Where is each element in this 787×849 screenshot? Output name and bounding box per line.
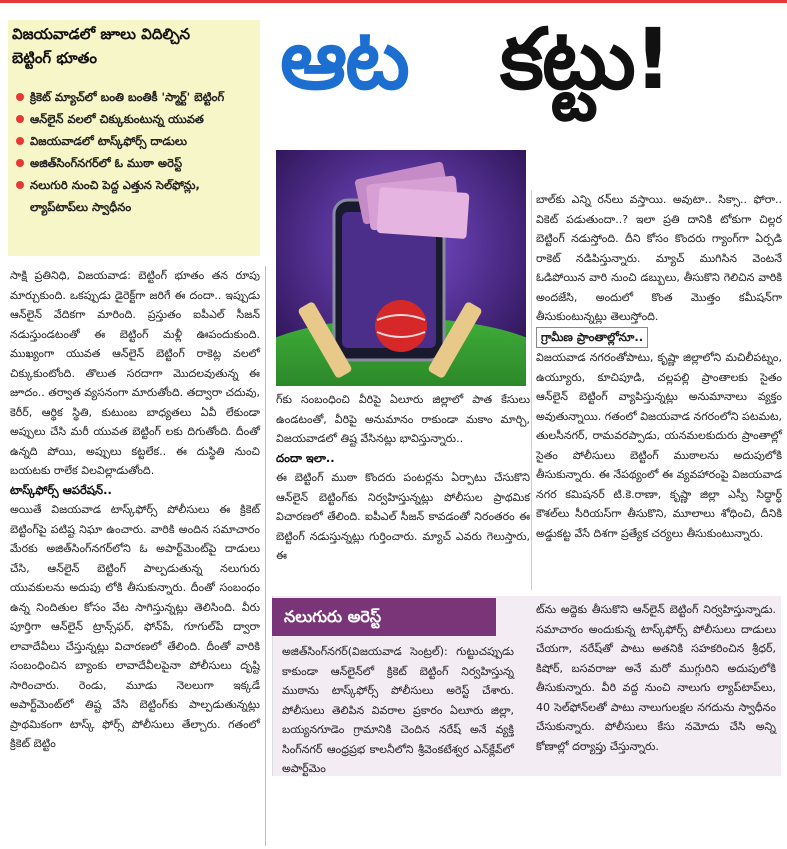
bullet-icon <box>16 159 24 167</box>
subheading-wrap <box>536 327 782 349</box>
illustration-svg <box>276 150 526 386</box>
subheading: దందా ఇలా.. <box>276 450 335 465</box>
highlight-item: విజయవాడలో టాస్క్‌ఫోర్స్ దాడులు <box>16 130 256 152</box>
article-paragraph: సాక్షి ప్రతినిధి, విజయవాడ: బెట్టింగ్ భూతం తన రూపు మార్చుకుంది. ఒకప్పుడు డైరెక్ట్‌గా జరిగే ఈ దందా.. ఇప్పుడు ఆన్‌లైన్ వేదికగా మారింది. ప్రస్తుతం ఐపీఎల్ సీజన్ నడుస్తుండటంతో ఈ బెట్టింగ్ మళ్లీ ఊపందుకుంది. ముఖ్యంగా యువత ఆన్‌లైన్ బెట్టింగ్ రాకెట్ల వలలో చిక్కుకుంటోంది. తొలుత సరదాగా మొదలవుతున్న ఈ జూదం.. తర్వాత వ్యసనంగా మారుతోంది. తద్వారా చదువు, కెరీర్, ఆర్థిక స్థితి, కుటుంబ బాధ్యతలు ఏవీ లేకుండా అప్పులు చేసి మరీ యువత బెట్టింగ్ లకు దిగుతోంది. దీంతో ఉన్నది పోయి, అప్పులు కట్టలేక.. ఈ దుస్థితి నుంచి బయటకు రాలేక విలవిల్లాడుతోంది. <box>10 269 260 477</box>
highlight-item: ఆన్‌లైన్ వలలో చిక్కుకుంటున్న యువత <box>16 108 256 130</box>
arrest-column-2 <box>536 600 776 756</box>
cricket-betting-illustration <box>276 150 526 386</box>
column-divider <box>265 266 266 846</box>
article-paragraph: గ్‌కు సంబంధించి వీరిపై ఏలూరు జిల్లాలో పాత కేసులు ఉండటంతో, వీరిపై అనుమానం రాకుండా మకాం మార్చి, విజయవాడలో తిష్ట వేసినట్లు భావిస్తున్నారు.. <box>276 393 530 445</box>
subheading: టాస్క్‌ఫోర్స్ ఆపరేషన్.. <box>10 482 112 497</box>
column-divider <box>531 190 532 590</box>
article-paragraph: బాల్‌కు ఎన్ని రన్‌లు వస్తాయి. అవుటా.. సిక్సా.. ఫోరా.. వికెట్ పడుతుందా..? ఇలా ప్రతి దానికి టోకుగా చిల్లర బెట్టింగ్ నడుస్తోంది. దీని కోసం కొందరు గ్యాంగ్‌గా ఏర్పడి రాకెట్ నడిపిస్తున్నారు. మ్యాచ్ ముగిసిన వెంటనే ఓడిపోయిన వారి నుంచి డబ్బులు, తీసుకొని గెలిచిన వారికి అందజేసి, అందులో కొంత మొత్తం కమీషన్‌గా తీసుకుంటున్నట్లు తెలుస్తోంది. <box>536 193 782 323</box>
article-column-3 <box>536 190 782 543</box>
bullet-icon <box>16 93 24 101</box>
article-paragraph: అజిత్‌సింగ్‌నగర్(విజయవాడ సెంట్రల్): గుట్టుచప్పుడు కాకుండా ఆన్‌లైన్‌లో క్రికెట్ బెట్టింగ్ నిర్వహిస్తున్న ముఠాను టాస్క్‌ఫోర్స్ పోలీసులు అరెస్ట్ చేశారు. పోలీసులు తెలిపిన వివరాల ప్రకారం ఏలూరు జిల్లా, బయ్యనగూడెం గ్రామానికి చెందిన నరేష్ అనే వ్యక్తి సింగ్‌నగర్ ఆంధ్రప్రభ కాలనీలోని శ్రీవెంకటేశ్వర ఎన్‌క్లేవ్‌లో అపార్ట్‌మెం <box>282 645 514 775</box>
highlights-list <box>16 86 256 218</box>
bullet-icon <box>16 115 24 123</box>
top-rule <box>0 0 787 3</box>
article-paragraph: ఈ బెట్టింగ్ ముఠా కొందరు పంటర్లను ఏర్పాటు చేసుకొని ఆన్‌లైన్ బెట్టింగ్‌కు నిర్వహిస్తున్నట్లు పోలీసుల ప్రాథమిక విచారణలో తేలింది. ఐపీఎల్ సీజన్ కావడంతో నిరంతరం ఈ బెట్టింగ్ నడుస్తున్నట్లు గుర్తించారు. మ్యాచ్ ఎవరు గెలుస్తారు, ఈ <box>276 471 530 562</box>
article-paragraph: ట్‌ను అద్దెకు తీసుకొని ఆన్‌లైన్ బెట్టింగ్ నిర్వహిస్తున్నాడు. సమాచారం అందుకున్న టాస్క్‌ఫోర్స్ పోలీసులు దాడులు చేయగా, నరేష్‌తో పాటు అతనికి సహకరించిన శ్రీధర్, కిషోర్, బసవరాజు అనే మరో ముగ్గురిని అదుపులోకి తీసుకున్నారు. వీరి వద్ద నుంచి నాలుగు ల్యాప్‌టాప్‌లు, 40 సెల్‌ఫోన్‌లతో పాటు నాలుగులక్షల నగదును స్వాధీనం చేసుకున్నారు. పోలీసులు కేసు నమోదు చేసి అన్ని కోణాల్లో దర్యాప్తు చేస్తున్నారు. <box>536 603 776 753</box>
headline-part-2: కట్టు! <box>500 10 671 108</box>
article-paragraph: విజయవాడ నగరంతోపాటు, కృష్ణా జిల్లాలోని మచిలీపట్నం, ఉయ్యూరు, కూచిపూడి, చల్లపల్లి ప్రాంతాలకు సైతం ఆన్‌లైన్ బెట్టింగ్ వ్యాపిస్తున్నట్లు అనుమానాలు వ్యక్తం అవుతున్నాయి. గతంలో విజయవాడ నగరంలోని పటమట, తులసీనగర్, రామవరప్పాడు, యనమలకుదురు ప్రాంతాల్లో సైతం పోలీసులు బెట్టింగ్ ముఠాలను అదుపులోకి తీసుకున్నారు. ఈ నేపథ్యంలో ఈ వ్యవహారంపై విజయవాడ నగర కమిషనర్ టి.కె.రాణా, కృష్ణా జిల్లా ఎస్పీ సిద్ధార్థ్ కౌశల్‌లు సీరియస్‌గా తీసుకొని, మూలాలు శోధించి, దీనికి అడ్డుకట్ట వేసే దిశగా ప్రత్యేక చర్యలు తీసుకుంటున్నారు. <box>536 351 782 540</box>
bullet-icon <box>16 137 24 145</box>
article-column-2 <box>276 390 530 566</box>
highlight-item: నలుగురి నుంచి పెద్ద ఎత్తున సెల్‌ఫోన్లు, ల్యాప్‌టాప్‌లు స్వాధీనం <box>16 174 256 218</box>
headline-part-1: ఆట <box>280 10 408 108</box>
article-column-1 <box>10 266 260 754</box>
article-paragraph: అయితే విజయవాడ టాస్క్‌ఫోర్స్ పోలీసులు ఈ క్రికెట్ బెట్టింగ్‌పై పటిష్ట నిఘా ఉంచారు. వారికి అందిన సమాచారం మేరకు అజిత్‌సింగ్‌నగర్‌లోని ఓ అపార్ట్‌మెంట్‌పై దాడులు చేసి, ఆన్‌లైన్ బెట్టింగ్ పాల్పడుతున్న నలుగురు యువకులను అదుపు లోకి తీసుకున్నారు. దీంతో సంబంధం ఉన్న నిందితుల కోసం వేట సాగిస్తున్నట్లు తెలిసింది. వీరు పూర్తిగా ఆన్‌లైన్ ట్రాన్స్‌ఫర్, ఫోన్‌పే, గూగుల్‌పే ద్వారా లావాదేవీలు చేస్తున్నట్లు విచారణలో తేలింది. దీంతో వారికి సంబంధించిన బ్యాంకు లావాదేవీలపైనా పోలీసులు దృష్టి సారించారు. రెండు, మూడు నెలలుగా ఇక్కడే అపార్ట్‌మెంట్‌లో తిష్ట వేసి బెట్టింగ్‌కు పాల్పడుతున్నట్లు ప్రాథమికంగా టాస్క్ ఫోర్స్ పోలీసులు తేల్చారు. గతంలో క్రికెట్ బెట్టిం <box>10 503 260 750</box>
highlight-item: క్రికెట్ మ్యాచ్‌లో బంతి బంతికీ 'స్మార్ట్' బెట్టింగ్ <box>16 86 256 108</box>
highlight-item: అజిత్‌సింగ్‌నగర్‌లో ఓ ముఠా అరెస్ట్ <box>16 152 256 174</box>
highlights-heading: విజయవాడలో జూలు విదిల్చిన బెట్టింగ్ భూతం <box>12 25 191 67</box>
bullet-icon <box>16 181 24 189</box>
subheading: గ్రామీణ ప్రాంతాల్లోనూ.. <box>536 327 648 349</box>
arrest-column-1 <box>282 642 514 779</box>
arrest-title: నలుగురు అరెస్ట్ <box>272 598 496 636</box>
